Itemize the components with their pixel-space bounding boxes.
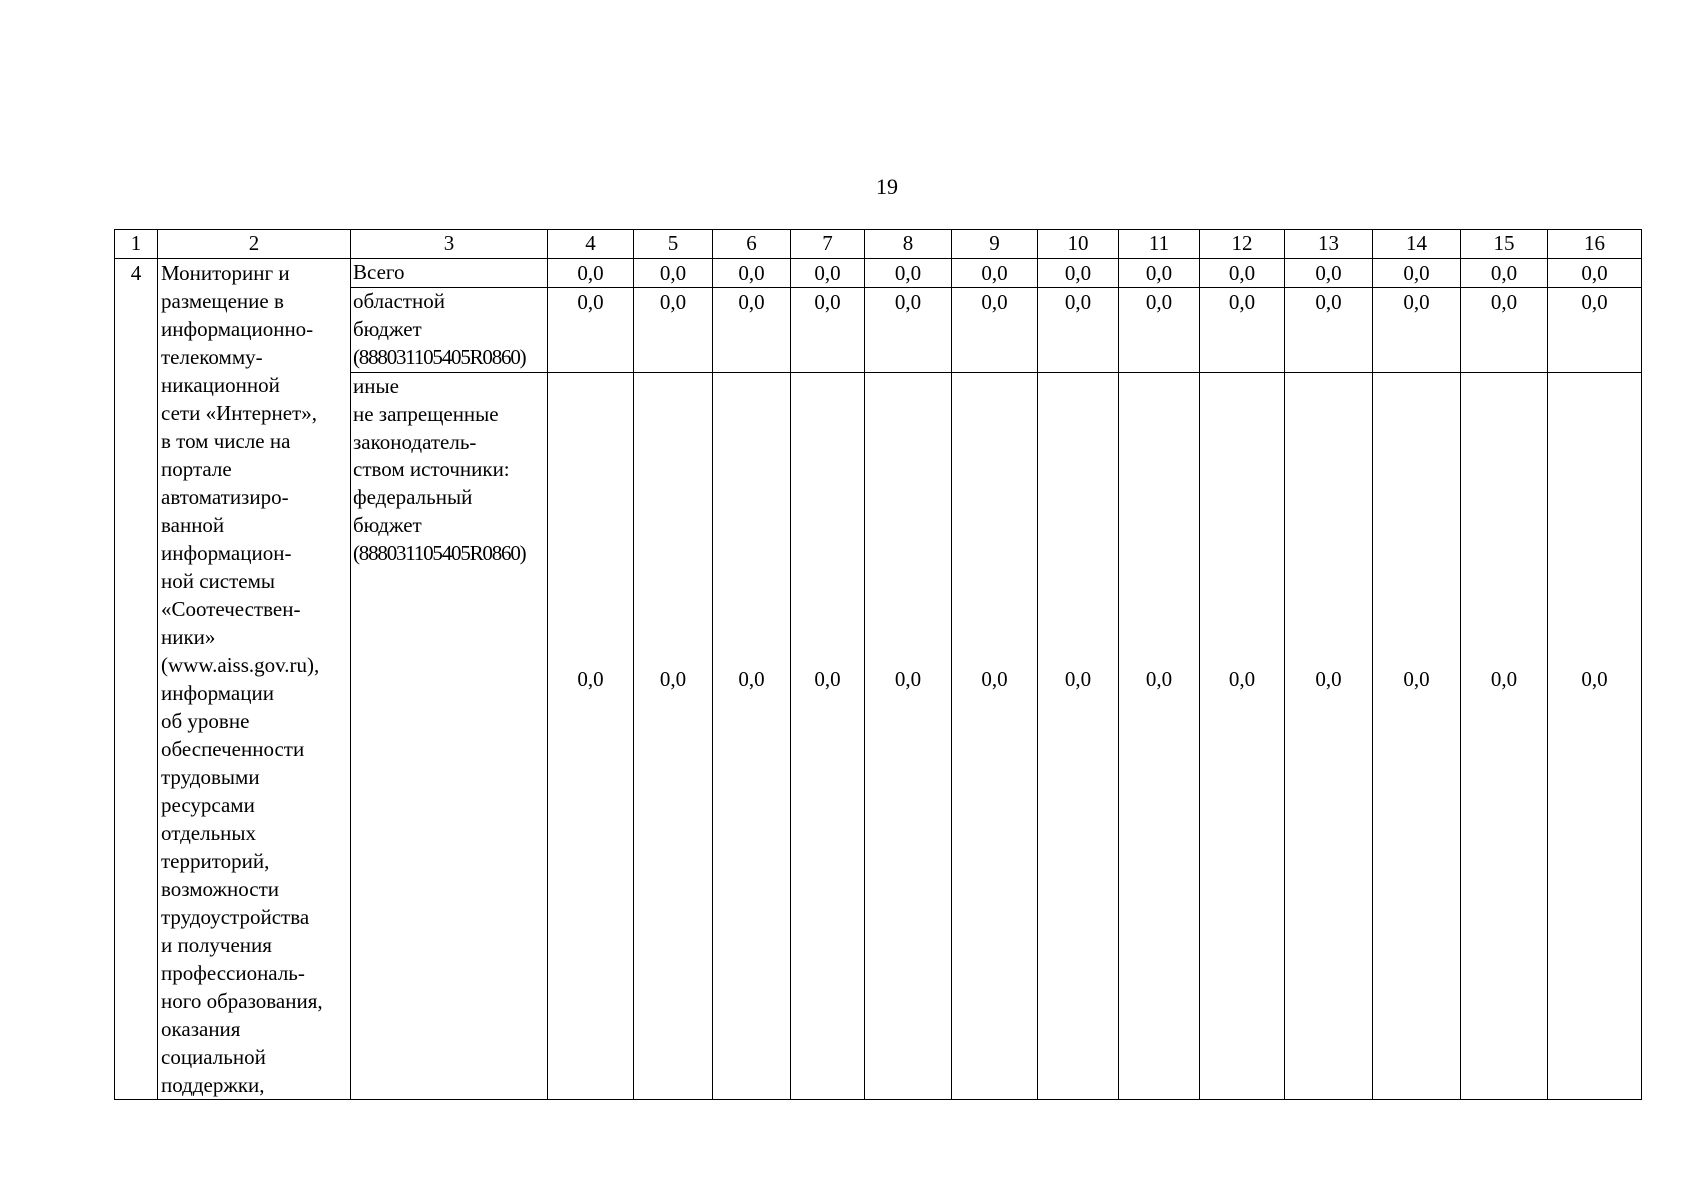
measure-line: ной системы <box>161 569 276 593</box>
measure-line: «Соотечествен- <box>161 597 301 621</box>
value-cell: 0,0 <box>791 259 865 288</box>
value-cell: 0,0 <box>1373 259 1461 288</box>
header-cell: 2 <box>158 230 351 259</box>
measure-line: территорий, <box>161 849 270 873</box>
measure-name-cell <box>158 259 351 1100</box>
value-cell: 0,0 <box>1119 373 1200 1100</box>
value-cell: 0,0 <box>1285 288 1373 373</box>
value-cell: 0,0 <box>634 373 713 1100</box>
measure-line: ного образования, <box>161 989 323 1013</box>
value-cell: 0,0 <box>791 373 865 1100</box>
source-cell <box>351 373 548 1100</box>
value-cell: 0,0 <box>1038 259 1119 288</box>
value-cell: 0,0 <box>1038 288 1119 373</box>
header-cell: 3 <box>351 230 548 259</box>
source-line: ством источники: <box>353 457 510 482</box>
source-line: федеральный <box>353 485 473 510</box>
header-cell: 7 <box>791 230 865 259</box>
value-cell: 0,0 <box>952 259 1038 288</box>
value-cell: 0,0 <box>1285 259 1373 288</box>
measure-line: профессиональ- <box>161 961 305 985</box>
measure-line: обеспеченности <box>161 737 305 761</box>
value-cell: 0,0 <box>1548 288 1642 373</box>
header-cell: 13 <box>1285 230 1373 259</box>
value-cell: 0,0 <box>1200 259 1285 288</box>
value-cell: 0,0 <box>548 259 634 288</box>
measure-line: телекомму- <box>161 345 263 369</box>
value-cell: 0,0 <box>791 288 865 373</box>
measure-line: и получения <box>161 933 272 957</box>
source-line: Всего <box>353 260 405 284</box>
value-cell: 0,0 <box>1548 373 1642 1100</box>
value-cell: 0,0 <box>1461 373 1548 1100</box>
measure-line: информацион- <box>161 541 292 565</box>
source-line: бюджет <box>353 512 422 537</box>
header-cell: 8 <box>865 230 952 259</box>
header-row <box>115 230 1642 259</box>
measure-line: отдельных <box>161 821 257 845</box>
measure-line: информационно- <box>161 317 314 341</box>
header-cell: 5 <box>634 230 713 259</box>
value-cell: 0,0 <box>1119 288 1200 373</box>
measure-line: портале <box>161 457 232 481</box>
source-line: законодатель- <box>353 429 477 454</box>
value-cell: 0,0 <box>548 373 634 1100</box>
value-cell: 0,0 <box>634 259 713 288</box>
value-cell: 0,0 <box>1285 373 1373 1100</box>
budget-table <box>114 229 1642 1100</box>
measure-line: ванной <box>161 513 225 537</box>
value-cell: 0,0 <box>865 373 952 1100</box>
measure-line: ресурсами <box>161 793 255 817</box>
header-cell: 14 <box>1373 230 1461 259</box>
measure-line: об уровне <box>161 709 250 733</box>
measure-line: в том числе на <box>161 429 291 453</box>
value-cell: 0,0 <box>865 259 952 288</box>
measure-line: ники» <box>161 625 216 649</box>
header-cell: 10 <box>1038 230 1119 259</box>
header-cell: 4 <box>548 230 634 259</box>
value-cell: 0,0 <box>1200 288 1285 373</box>
source-line: (888031105405R0860) <box>353 540 526 565</box>
source-cell <box>351 259 548 288</box>
value-cell: 0,0 <box>713 288 791 373</box>
value-cell: 0,0 <box>548 288 634 373</box>
value-cell: 0,0 <box>1200 373 1285 1100</box>
value-cell: 0,0 <box>1461 259 1548 288</box>
header-cell: 1 <box>115 230 158 259</box>
value-cell: 0,0 <box>713 373 791 1100</box>
measure-line: никационной <box>161 373 280 397</box>
header-cell: 11 <box>1119 230 1200 259</box>
value-cell: 0,0 <box>952 373 1038 1100</box>
header-cell: 6 <box>713 230 791 259</box>
measure-line: информации <box>161 681 274 705</box>
measure-line: трудоустройства <box>161 905 310 929</box>
source-line: (888031105405R0860) <box>353 344 526 369</box>
source-cell <box>351 288 548 373</box>
header-cell: 15 <box>1461 230 1548 259</box>
source-line: не запрещенные <box>353 401 499 426</box>
table-row-total <box>115 259 1642 288</box>
value-cell: 0,0 <box>1548 259 1642 288</box>
value-cell: 0,0 <box>952 288 1038 373</box>
source-line: бюджет <box>353 316 422 341</box>
header-cell: 12 <box>1200 230 1285 259</box>
header-cell: 9 <box>952 230 1038 259</box>
value-cell: 0,0 <box>1038 373 1119 1100</box>
value-cell: 0,0 <box>865 288 952 373</box>
measure-line: оказания <box>161 1017 241 1041</box>
measure-line: возможности <box>161 877 280 901</box>
value-cell: 0,0 <box>1461 288 1548 373</box>
measure-line: автоматизиро- <box>161 485 289 509</box>
measure-line: сети «Интернет», <box>161 401 317 425</box>
measure-line: Мониторинг и <box>161 261 290 285</box>
header-cell: 16 <box>1548 230 1642 259</box>
value-cell: 0,0 <box>634 288 713 373</box>
measure-line: социальной <box>161 1045 266 1069</box>
measure-line: размещение в <box>161 289 284 313</box>
value-cell: 0,0 <box>713 259 791 288</box>
source-line: областной <box>353 289 445 313</box>
measure-line: трудовыми <box>161 765 260 789</box>
source-line: иные <box>353 374 399 398</box>
measure-line: (www.aiss.gov.ru), <box>161 653 320 677</box>
value-cell: 0,0 <box>1373 288 1461 373</box>
value-cell: 0,0 <box>1119 259 1200 288</box>
row-number-cell: 4 <box>115 259 158 1100</box>
measure-line: поддержки, <box>161 1073 265 1097</box>
value-cell: 0,0 <box>1373 373 1461 1100</box>
page-number: 19 <box>876 174 898 199</box>
